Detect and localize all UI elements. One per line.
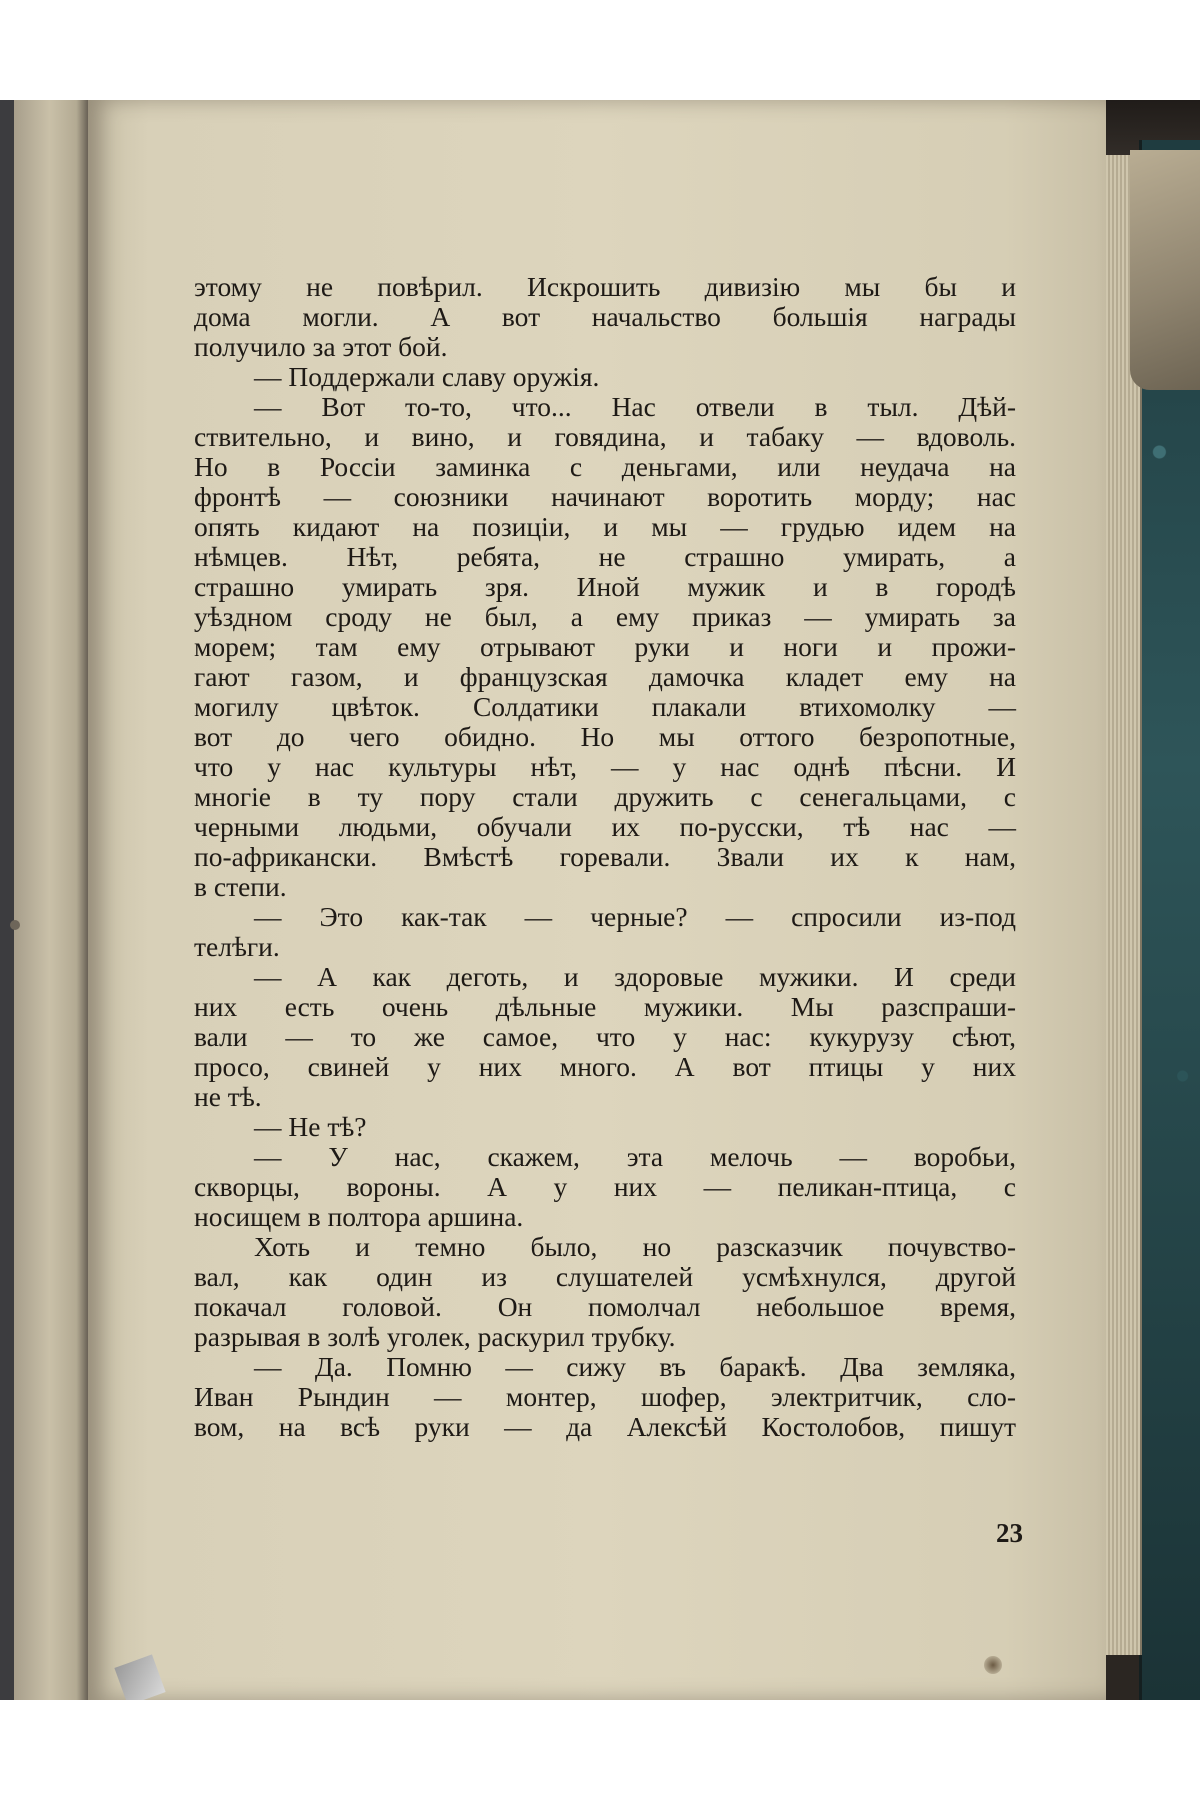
left-facing-page	[0, 100, 90, 1700]
text-line: черными людьми, обучали их по-русски, тѣ нас —	[194, 811, 1016, 842]
text-line: вал, как один из слушателей усмѣхнулся, другой	[194, 1261, 1016, 1292]
text-line: Хоть и темно было, но разсказчик почувство-	[254, 1231, 1016, 1262]
text-line: вом, на всѣ руки — да Алексѣй Костолобов, пишут	[194, 1411, 1016, 1442]
text-line: телѣги.	[194, 931, 280, 962]
text-line: вали — то же самое, что у нас: кукурузу сѣют,	[194, 1021, 1016, 1052]
text-line: скворцы, вороны. А у них — пеликан-птица, с	[194, 1171, 1016, 1202]
text-line: Но в Россіи заминка с деньгами, или неудача на	[194, 451, 1016, 482]
text-line: просо, свиней у них много. А вот птицы у них	[194, 1051, 1016, 1082]
text-line: покачал головой. Он помолчал небольшое время,	[194, 1291, 1016, 1322]
text-line: — Вот то-то, что... Нас отвели в тыл. Дѣй-	[254, 391, 1016, 422]
text-line: дома могли. А вот начальство большія награды	[194, 301, 1016, 332]
text-line: — Поддержали славу оружія.	[254, 361, 600, 392]
text-line: вот до чего обидно. Но мы оттого безропотные,	[194, 721, 1016, 752]
text-line: — У нас, скажем, эта мелочь — воробьи,	[254, 1141, 1016, 1172]
text-line: фронтѣ — союзники начинают воротить морду; нас	[194, 481, 1016, 512]
text-line: что у нас культуры нѣт, — у нас однѣ пѣсни. И	[194, 751, 1016, 782]
text-line: носищем в полтора аршина.	[194, 1201, 524, 1232]
text-line: них есть очень дѣльные мужики. Мы разспраши-	[194, 991, 1016, 1022]
text-line: не тѣ.	[194, 1081, 262, 1112]
text-line: уѣздном сроду не был, а ему приказ — умирать за	[194, 601, 1016, 632]
text-line: получило за этот бой.	[194, 331, 448, 362]
text-line: — Не тѣ?	[254, 1111, 367, 1142]
text-line: — Да. Помню — сижу въ баракѣ. Два земляка,	[254, 1351, 1016, 1382]
text-line: этому не повѣрил. Искрошить дивизію мы бы и	[194, 271, 1016, 302]
text-line: разрывая в золѣ уголек, раскурил трубку.	[194, 1321, 676, 1352]
page-number: 23	[996, 1518, 1023, 1548]
text-line: многіе в ту пору стали дружить с сенегальцами, с	[194, 781, 1016, 812]
book-page	[88, 100, 1106, 1700]
text-line: морем; там ему отрывают руки и ноги и прожи-	[194, 631, 1016, 662]
text-line: гают газом, и французская дамочка кладет ему на	[194, 661, 1016, 692]
text-line: по-африкански. Вмѣстѣ горевали. Звали их к нам,	[194, 841, 1016, 872]
text-line: — Это как-так — черные? — спросили из-под	[254, 901, 1016, 932]
paper-stain	[984, 1656, 1002, 1674]
text-line: страшно умирать зря. Иной мужик и в городѣ	[194, 571, 1016, 602]
page-text	[194, 272, 1016, 1442]
text-line: Иван Рындин — монтер, шофер, электритчик, сло-	[194, 1381, 1016, 1412]
text-line: — А как деготь, и здоровые мужики. И среди	[254, 961, 1016, 992]
text-line: в степи.	[194, 871, 287, 902]
left-cover-edge	[0, 100, 14, 1700]
text-line: опять кидают на позиціи, и мы — грудью идем на	[194, 511, 1016, 542]
text-line: могилу цвѣток. Солдатики плакали втихомолку —	[194, 691, 1016, 722]
smudge-mark	[10, 920, 20, 930]
cover-corner	[1130, 150, 1200, 390]
text-line: ствительно, и вино, и говядина, и табаку — вдоволь.	[194, 421, 1016, 452]
book-photo	[0, 100, 1200, 1700]
text-line: нѣмцев. Нѣт, ребята, не страшно умирать, а	[194, 541, 1016, 572]
